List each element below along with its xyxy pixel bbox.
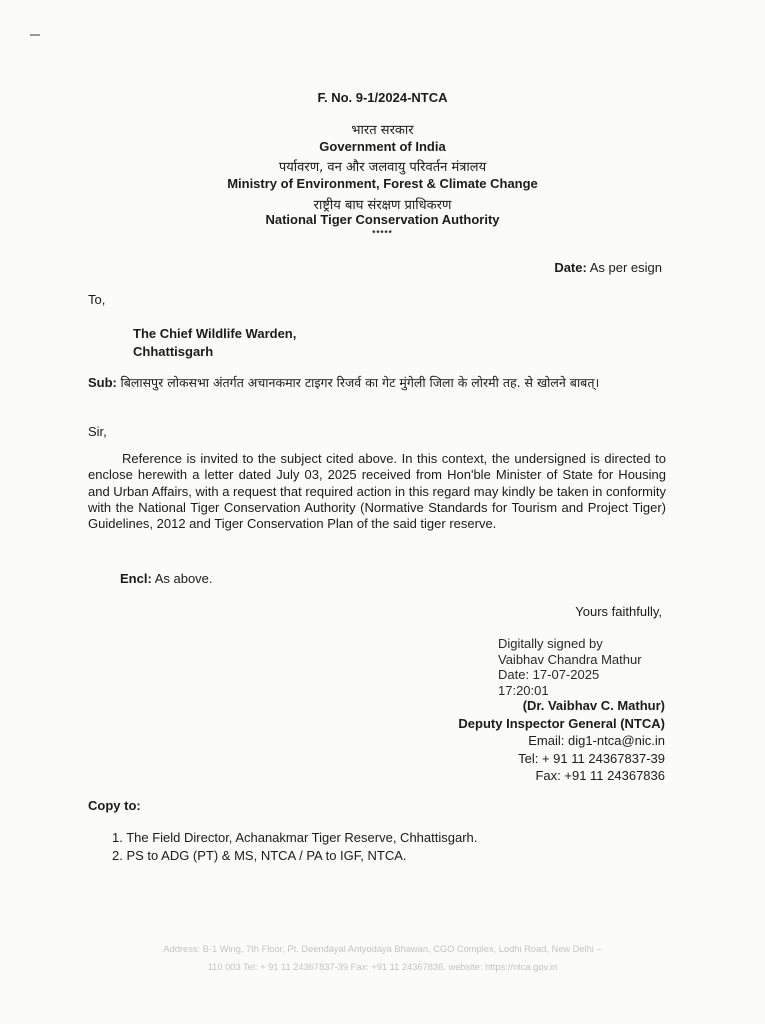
digital-signature <box>498 636 642 698</box>
signer-name: (Dr. Vaibhav C. Mathur) <box>522 698 665 713</box>
enclosure-label: Encl: <box>120 571 152 586</box>
digsig-line4: 17:20:01 <box>498 682 549 698</box>
header-stars: ***** <box>372 229 393 238</box>
signer-block <box>458 697 665 785</box>
digsig-line3: Date: 17-07-2025 <box>498 667 600 682</box>
digsig-line1: Digitally signed by <box>498 636 603 651</box>
list-item: 2. PS to ADG (PT) & MS, NTCA / PA to IGF, NTCA. <box>112 848 407 863</box>
signer-tel: Tel: + 91 11 24367837-39 <box>518 750 665 766</box>
to-line: To, <box>88 292 106 307</box>
enclosure <box>120 571 213 586</box>
closing: Yours faithfully, <box>575 604 662 619</box>
subject-text: बिलासपुर लोकसभा अंतर्गत अचानकमार टाइगर रिजर्व का गेट मुंगेली जिला के लोरमी तह. से खोलने बाबत्। <box>120 375 600 390</box>
addressee-title: The Chief Wildlife Warden, <box>133 326 297 341</box>
govt-hindi: भारत सरकार <box>351 123 414 138</box>
authority-hindi: राष्ट्रीय बाघ संरक्षण प्राधिकरण <box>313 198 452 213</box>
signer-email[interactable]: Email: dig1-ntca@nic.in <box>528 733 665 748</box>
salutation: Sir, <box>88 424 107 439</box>
scan-mark <box>30 34 40 36</box>
footer-line2: 110 003 Tel: + 91 11 24367837-39 Fax: +91 11 24367836. website: https://ntca.gov.in <box>207 962 558 972</box>
letter-body: Reference is invited to the subject cited above. In this context, the undersigned is directed to enclose herewith a letter dated July 03, 2025 received from Hon'ble Minister of State for Housing and Urban Affairs, with a request that required action in this regard may kindly be taken in conformity with the National Tiger Conservation Authority (Normative Standards for Tourism and Project Tiger) Guidelines, 2012 and Tiger Conservation Plan of the said tiger reserve. <box>88 451 666 532</box>
ministry-hindi: पर्यावरण, वन और जलवायु परिवर्तन मंत्रालय <box>278 160 487 175</box>
footer-address <box>95 940 670 976</box>
list-item: 1. The Field Director, Achanakmar Tiger Reserve, Chhattisgarh. <box>112 830 478 845</box>
footer-line1: Address: B-1 Wing, 7th Floor, Pt. Deendayal Antyodaya Bhawan, CGO Complex, Lodhi Road, New Delhi – <box>163 944 602 954</box>
copy-to-list <box>112 829 477 865</box>
addressee <box>133 325 296 361</box>
signer-fax: Fax: +91 11 24367836 <box>535 768 665 783</box>
date-value: As per esign <box>589 260 662 275</box>
addressee-state: Chhattisgarh <box>133 344 214 359</box>
authority-english: National Tiger Conservation Authority <box>265 212 500 227</box>
copy-to-label: Copy to: <box>88 798 141 813</box>
ministry-english: Ministry of Environment, Forest & Climate Change <box>227 176 538 191</box>
subject-line <box>88 373 666 392</box>
date-label: Date: <box>554 260 587 275</box>
digsig-line2: Vaibhav Chandra Mathur <box>498 651 642 667</box>
file-number: F. No. 9-1/2024-NTCA <box>317 90 448 105</box>
subject-label: Sub: <box>88 375 117 390</box>
govt-english: Government of India <box>319 139 446 154</box>
signer-designation: Deputy Inspector General (NTCA) <box>458 715 665 731</box>
enclosure-value: As above. <box>154 571 213 586</box>
letter-date <box>554 260 662 275</box>
